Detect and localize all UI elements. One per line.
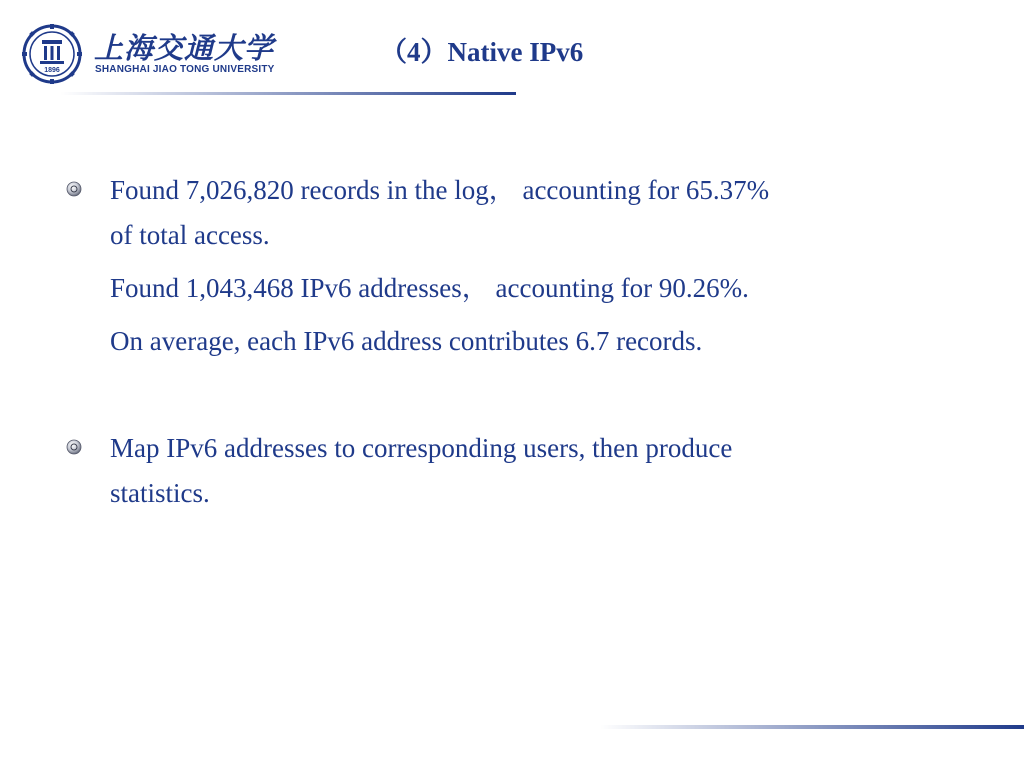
bullet-item bbox=[60, 168, 960, 364]
header-divider bbox=[60, 92, 516, 95]
round-bullet-icon bbox=[66, 439, 82, 455]
bullet-text-line: of total access. bbox=[110, 220, 270, 250]
bullet-text-line: statistics. bbox=[110, 478, 210, 508]
university-name-english: SHANGHAI JIAO TONG UNIVERSITY bbox=[95, 64, 275, 75]
footer-divider bbox=[600, 725, 1024, 729]
university-logo bbox=[22, 24, 275, 84]
bullet-text-line: On average, each IPv6 address contributes 6.7 records. bbox=[110, 326, 703, 356]
slide-title: （4）Native IPv6 bbox=[380, 37, 584, 67]
bullet-item bbox=[60, 426, 960, 516]
slide-body bbox=[60, 168, 960, 516]
bullet-text-line: Map IPv6 addresses to corresponding users, then produce bbox=[110, 433, 733, 463]
university-seal-icon bbox=[22, 24, 82, 84]
seal-year: 1896 bbox=[44, 67, 60, 74]
round-bullet-icon bbox=[66, 181, 82, 197]
bullet-text-line: Found 1,043,468 IPv6 addresses， accounting for 90.26%. bbox=[110, 273, 749, 303]
bullet-text-line: Found 7,026,820 records in the log， accounting for 65.37% bbox=[110, 175, 770, 205]
university-name-chinese: 上海交通大学 bbox=[94, 31, 275, 65]
